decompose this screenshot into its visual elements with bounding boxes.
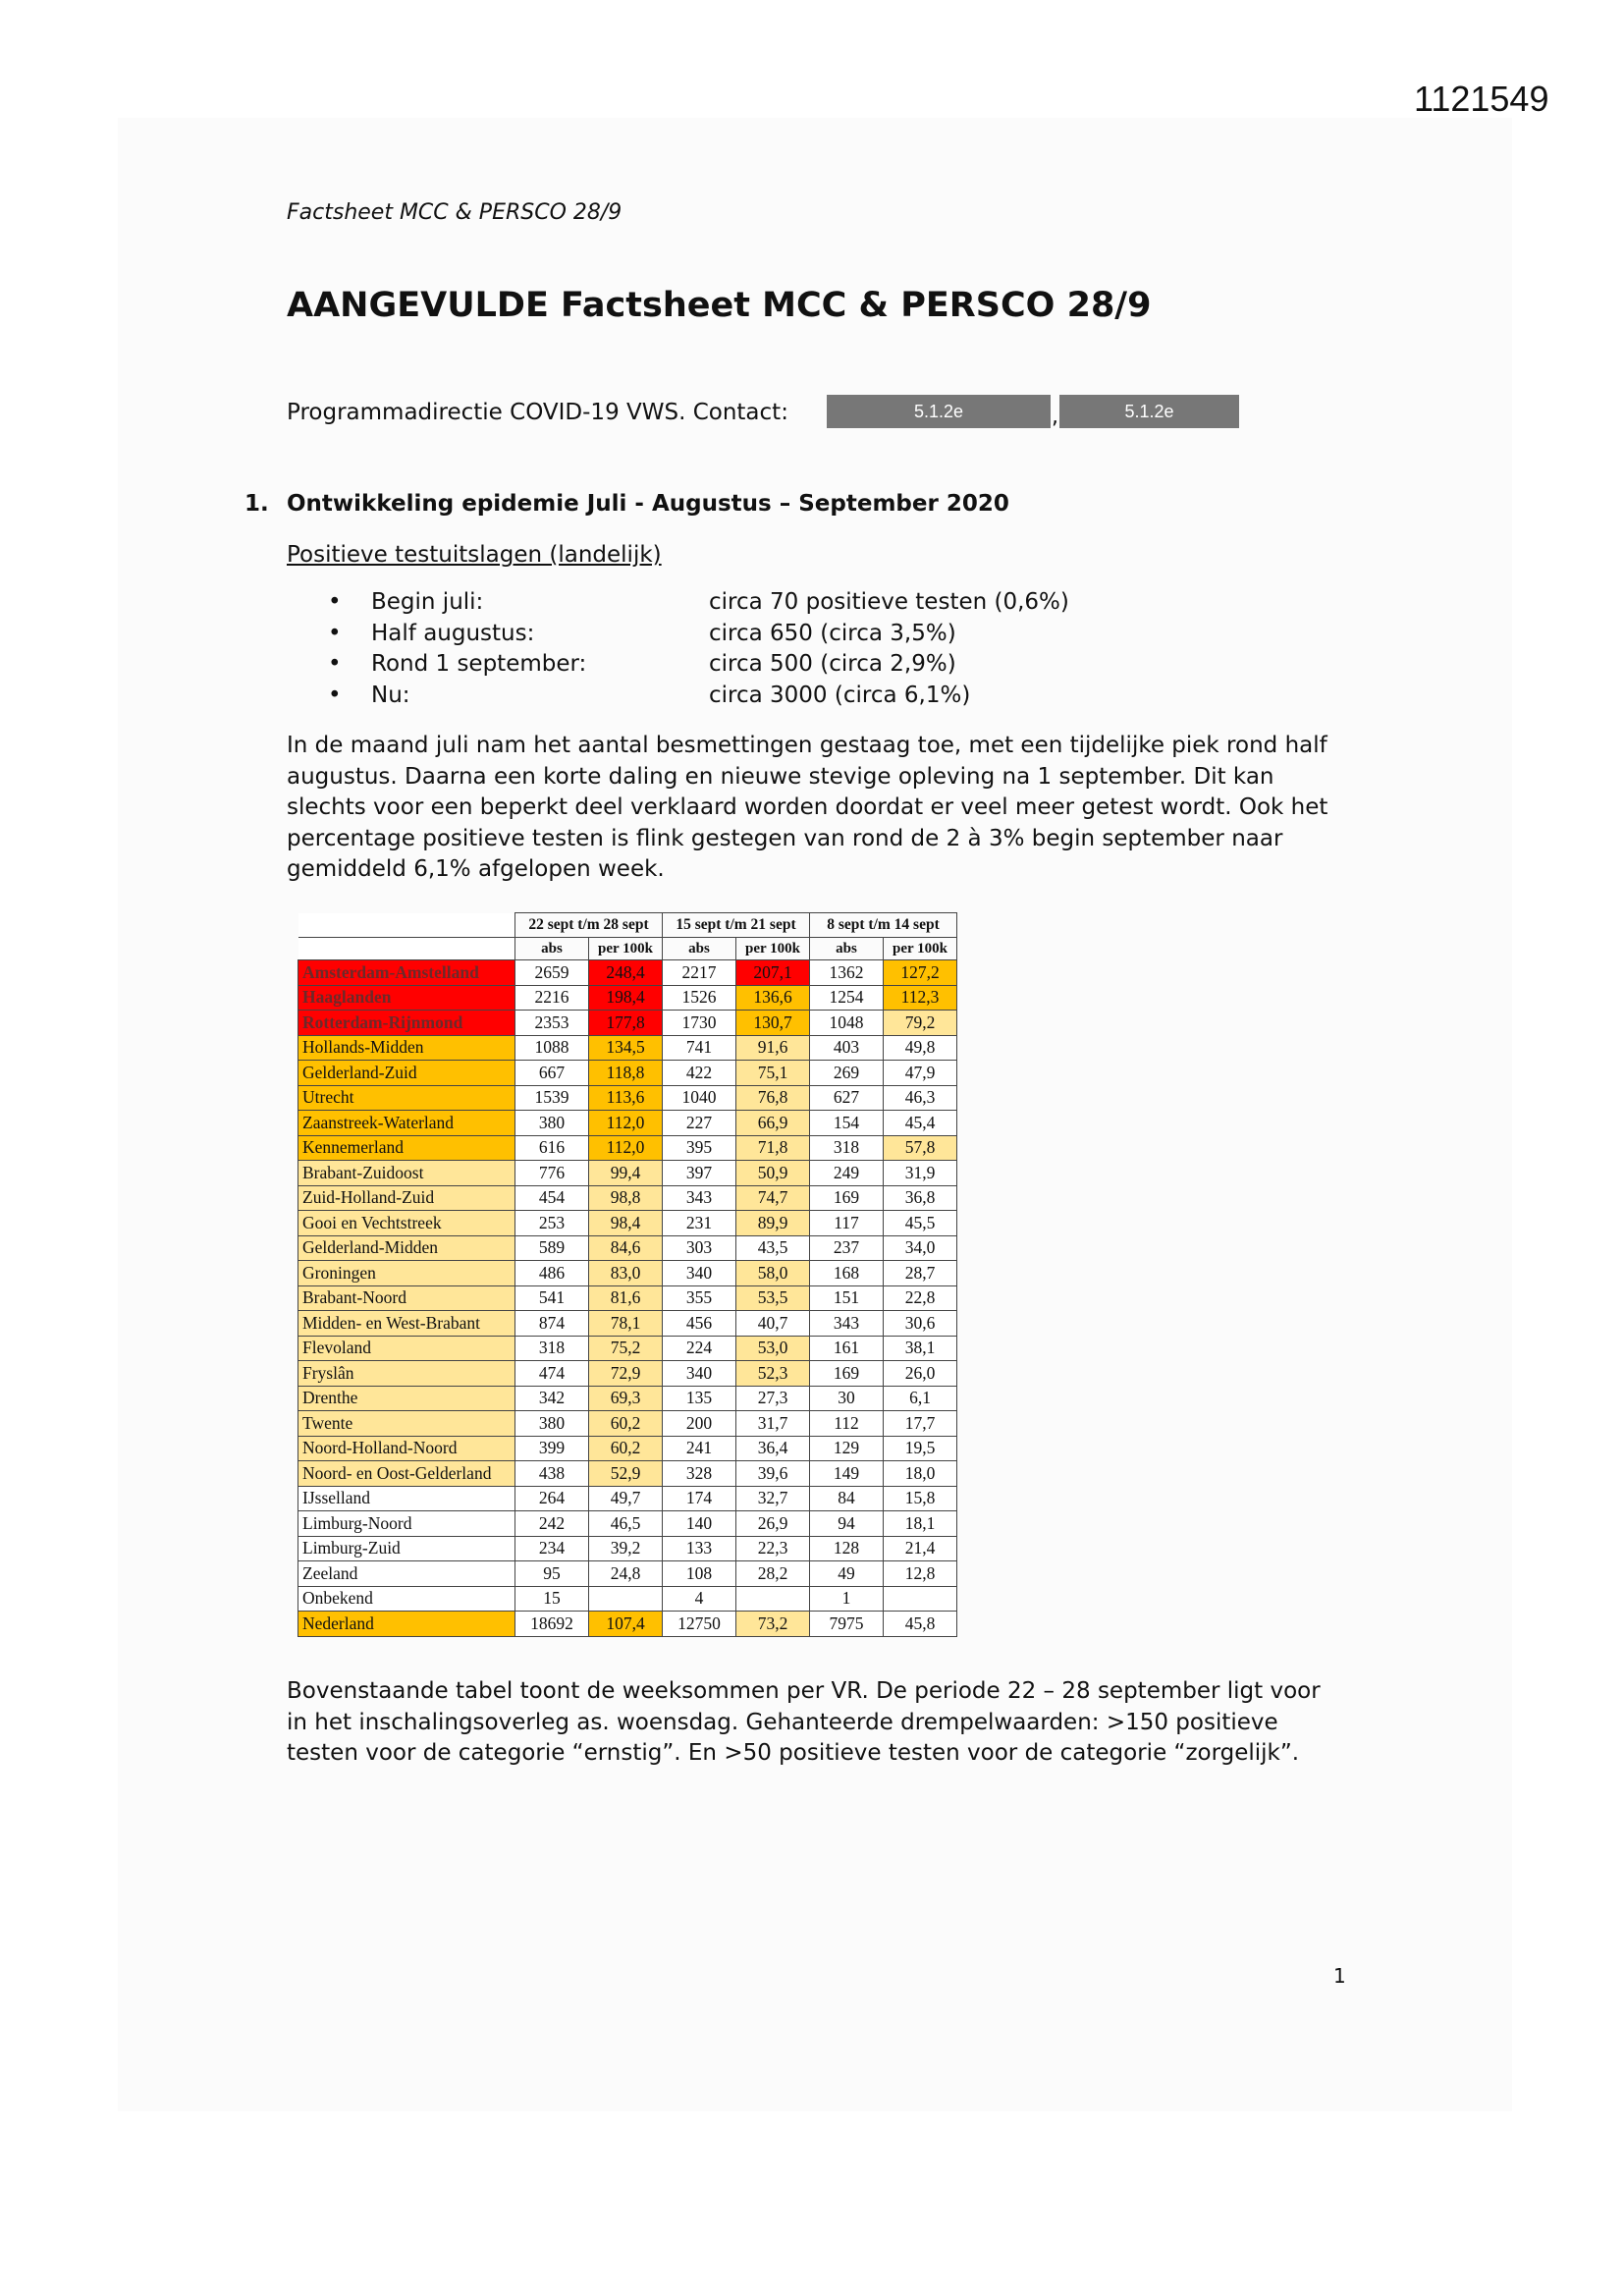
abs-cell: 589 bbox=[515, 1235, 589, 1261]
abs-cell: 227 bbox=[663, 1111, 736, 1136]
table-row bbox=[298, 1135, 957, 1161]
abs-cell: 395 bbox=[663, 1135, 736, 1161]
per100k-cell: 76,8 bbox=[736, 1085, 810, 1111]
per100k-cell: 248,4 bbox=[589, 960, 663, 986]
per100k-cell: 60,2 bbox=[589, 1436, 663, 1461]
per100k-cell: 45,5 bbox=[884, 1211, 957, 1236]
abs-cell: 342 bbox=[515, 1386, 589, 1411]
list-item bbox=[328, 621, 1113, 652]
bullet-label: Rond 1 september: bbox=[371, 651, 587, 677]
document-id: 1121549 bbox=[1414, 79, 1549, 119]
bullet-icon: • bbox=[328, 620, 342, 646]
abs-cell: 249 bbox=[810, 1161, 884, 1186]
table-row bbox=[298, 1436, 957, 1461]
abs-cell: 355 bbox=[663, 1285, 736, 1311]
abs-cell: 616 bbox=[515, 1135, 589, 1161]
abs-cell: 1048 bbox=[810, 1011, 884, 1036]
table-row bbox=[298, 1586, 957, 1612]
abs-cell: 403 bbox=[810, 1035, 884, 1061]
per100k-cell: 12,8 bbox=[884, 1561, 957, 1587]
per100k-cell: 27,3 bbox=[736, 1386, 810, 1411]
per100k-cell: 22,3 bbox=[736, 1536, 810, 1561]
region-name-cell: Limburg-Noord bbox=[298, 1511, 515, 1537]
per100k-cell: 134,5 bbox=[589, 1035, 663, 1061]
abs-cell: 168 bbox=[810, 1261, 884, 1286]
table-header-row bbox=[298, 913, 957, 938]
table-row bbox=[298, 1035, 957, 1061]
per100k-cell: 49,7 bbox=[589, 1486, 663, 1511]
abs-cell: 241 bbox=[663, 1436, 736, 1461]
abs-cell: 2216 bbox=[515, 985, 589, 1011]
per100k-cell: 83,0 bbox=[589, 1261, 663, 1286]
per100k-cell: 36,8 bbox=[884, 1185, 957, 1211]
table-row bbox=[298, 1536, 957, 1561]
abs-cell: 112 bbox=[810, 1411, 884, 1437]
region-name-cell: Utrecht bbox=[298, 1085, 515, 1111]
per100k-cell: 75,1 bbox=[736, 1061, 810, 1086]
bullet-value: circa 3000 (circa 6,1%) bbox=[709, 682, 971, 708]
abs-cell: 200 bbox=[663, 1411, 736, 1437]
per100k-cell: 78,1 bbox=[589, 1311, 663, 1337]
abs-cell: 318 bbox=[515, 1336, 589, 1361]
abs-cell: 438 bbox=[515, 1461, 589, 1487]
region-name-cell: Brabant-Noord bbox=[298, 1285, 515, 1311]
table-row bbox=[298, 1361, 957, 1387]
column-header-per100k: per 100k bbox=[736, 938, 810, 960]
per100k-cell: 6,1 bbox=[884, 1386, 957, 1411]
abs-cell: 15 bbox=[515, 1586, 589, 1612]
table-row bbox=[298, 1511, 957, 1537]
table-subheader-row bbox=[298, 938, 957, 960]
region-name-cell: Kennemerland bbox=[298, 1135, 515, 1161]
abs-cell: 94 bbox=[810, 1511, 884, 1537]
abs-cell: 108 bbox=[663, 1561, 736, 1587]
region-table bbox=[298, 912, 957, 1637]
per100k-cell: 71,8 bbox=[736, 1135, 810, 1161]
abs-cell: 12750 bbox=[663, 1612, 736, 1637]
table-row bbox=[298, 1161, 957, 1186]
per100k-cell: 198,4 bbox=[589, 985, 663, 1011]
per100k-cell: 28,2 bbox=[736, 1561, 810, 1587]
region-name-cell: Twente bbox=[298, 1411, 515, 1437]
per100k-cell: 74,7 bbox=[736, 1185, 810, 1211]
per100k-cell: 36,4 bbox=[736, 1436, 810, 1461]
per100k-cell: 130,7 bbox=[736, 1011, 810, 1036]
table-row bbox=[298, 1411, 957, 1437]
abs-cell: 95 bbox=[515, 1561, 589, 1587]
region-name-cell: Zuid-Holland-Zuid bbox=[298, 1185, 515, 1211]
per100k-cell: 72,9 bbox=[589, 1361, 663, 1387]
per100k-cell: 31,7 bbox=[736, 1411, 810, 1437]
redaction-box-1: 5.1.2e bbox=[827, 395, 1051, 428]
per100k-cell: 19,5 bbox=[884, 1436, 957, 1461]
redaction-box-2: 5.1.2e bbox=[1059, 395, 1239, 428]
bullet-icon: • bbox=[328, 651, 342, 677]
per100k-cell: 207,1 bbox=[736, 960, 810, 986]
period-header: 8 sept t/m 14 sept bbox=[810, 913, 957, 938]
abs-cell: 231 bbox=[663, 1211, 736, 1236]
table-row bbox=[298, 1211, 957, 1236]
region-name-cell: Noord- en Oost-Gelderland bbox=[298, 1461, 515, 1487]
subheading: Positieve testuitslagen (landelijk) bbox=[287, 542, 662, 568]
column-header-abs: abs bbox=[663, 938, 736, 960]
region-name-cell: Zeeland bbox=[298, 1561, 515, 1587]
abs-cell: 151 bbox=[810, 1285, 884, 1311]
per100k-cell: 46,5 bbox=[589, 1511, 663, 1537]
bullet-list bbox=[328, 589, 1113, 713]
column-header-per100k: per 100k bbox=[589, 938, 663, 960]
per100k-cell: 22,8 bbox=[884, 1285, 957, 1311]
per100k-cell: 34,0 bbox=[884, 1235, 957, 1261]
per100k-cell: 26,9 bbox=[736, 1511, 810, 1537]
table-row bbox=[298, 1111, 957, 1136]
abs-cell: 7975 bbox=[810, 1612, 884, 1637]
section-title: Ontwikkeling epidemie Juli - Augustus – September 2020 bbox=[287, 491, 1009, 517]
abs-cell: 149 bbox=[810, 1461, 884, 1487]
per100k-cell: 177,8 bbox=[589, 1011, 663, 1036]
abs-cell: 328 bbox=[663, 1461, 736, 1487]
per100k-cell: 39,2 bbox=[589, 1536, 663, 1561]
abs-cell: 2353 bbox=[515, 1011, 589, 1036]
bullet-value: circa 650 (circa 3,5%) bbox=[709, 620, 956, 646]
table-row bbox=[298, 1461, 957, 1487]
list-item bbox=[328, 589, 1113, 621]
page-number: 1 bbox=[1333, 1964, 1346, 1988]
abs-cell: 1040 bbox=[663, 1085, 736, 1111]
per100k-cell bbox=[884, 1586, 957, 1612]
per100k-cell: 18,1 bbox=[884, 1511, 957, 1537]
abs-cell: 456 bbox=[663, 1311, 736, 1337]
abs-cell: 380 bbox=[515, 1111, 589, 1136]
region-name-cell: Gooi en Vechtstreek bbox=[298, 1211, 515, 1236]
per100k-cell: 127,2 bbox=[884, 960, 957, 986]
abs-cell: 318 bbox=[810, 1135, 884, 1161]
per100k-cell: 53,0 bbox=[736, 1336, 810, 1361]
table-body bbox=[298, 960, 957, 1637]
per100k-cell: 57,8 bbox=[884, 1135, 957, 1161]
table-row bbox=[298, 1261, 957, 1286]
abs-cell: 1088 bbox=[515, 1035, 589, 1061]
abs-cell: 224 bbox=[663, 1336, 736, 1361]
table-row bbox=[298, 1085, 957, 1111]
abs-cell: 340 bbox=[663, 1261, 736, 1286]
body-paragraph-2: Bovenstaande tabel toont de weeksommen per VR. De periode 22 – 28 september ligt voor in het inschalingsoverleg as. woensdag. Gehanteerde drempelwaarden: >150 positieve testen voor de categorie “ernstig”. En >50 positieve testen voor de categorie “zorgelijk”. bbox=[287, 1678, 1321, 1766]
per100k-cell: 112,0 bbox=[589, 1135, 663, 1161]
per100k-cell: 73,2 bbox=[736, 1612, 810, 1637]
per100k-cell bbox=[589, 1586, 663, 1612]
per100k-cell: 52,9 bbox=[589, 1461, 663, 1487]
abs-cell: 264 bbox=[515, 1486, 589, 1511]
abs-cell: 776 bbox=[515, 1161, 589, 1186]
table-row bbox=[298, 1311, 957, 1337]
per100k-cell: 81,6 bbox=[589, 1285, 663, 1311]
table-row bbox=[298, 1561, 957, 1587]
region-name-cell: Gelderland-Midden bbox=[298, 1235, 515, 1261]
abs-cell: 1730 bbox=[663, 1011, 736, 1036]
region-name-cell: Brabant-Zuidoost bbox=[298, 1161, 515, 1186]
region-name-cell: Zaanstreek-Waterland bbox=[298, 1111, 515, 1136]
abs-cell: 422 bbox=[663, 1061, 736, 1086]
per100k-cell: 49,8 bbox=[884, 1035, 957, 1061]
per100k-cell: 113,6 bbox=[589, 1085, 663, 1111]
per100k-cell: 107,4 bbox=[589, 1612, 663, 1637]
page-title: AANGEVULDE Factsheet MCC & PERSCO 28/9 bbox=[287, 286, 1152, 325]
per100k-cell: 43,5 bbox=[736, 1235, 810, 1261]
region-name-cell: IJsselland bbox=[298, 1486, 515, 1511]
per100k-cell: 66,9 bbox=[736, 1111, 810, 1136]
per100k-cell: 30,6 bbox=[884, 1311, 957, 1337]
abs-cell: 49 bbox=[810, 1561, 884, 1587]
region-name-cell: Amsterdam-Amstelland bbox=[298, 960, 515, 986]
abs-cell: 4 bbox=[663, 1586, 736, 1612]
region-name-cell: Haaglanden bbox=[298, 985, 515, 1011]
per100k-cell: 31,9 bbox=[884, 1161, 957, 1186]
abs-cell: 1 bbox=[810, 1586, 884, 1612]
bullet-value: circa 500 (circa 2,9%) bbox=[709, 651, 956, 677]
bullet-value: circa 70 positieve testen (0,6%) bbox=[709, 589, 1069, 615]
abs-cell: 135 bbox=[663, 1386, 736, 1411]
running-header: Factsheet MCC & PERSCO 28/9 bbox=[287, 200, 623, 225]
abs-cell: 2659 bbox=[515, 960, 589, 986]
abs-cell: 399 bbox=[515, 1436, 589, 1461]
per100k-cell: 58,0 bbox=[736, 1261, 810, 1286]
abs-cell: 667 bbox=[515, 1061, 589, 1086]
per100k-cell: 32,7 bbox=[736, 1486, 810, 1511]
abs-cell: 741 bbox=[663, 1035, 736, 1061]
abs-cell: 1539 bbox=[515, 1085, 589, 1111]
table-corner bbox=[298, 913, 515, 938]
bullet-label: Nu: bbox=[371, 682, 410, 708]
body-paragraph-1: In de maand juli nam het aantal besmettingen gestaag toe, met een tijdelijke piek rond half augustus. Daarna een korte daling en nieuwe stevige opleving na 1 september. Dit kan slechts voor een beperkt deel verklaard worden doordat er veel meer getest wordt. Ook het percentage positieve testen is flink gestegen van rond de 2 à 3% begin september naar gemiddeld 6,1% afgelopen week. bbox=[287, 733, 1328, 882]
abs-cell: 237 bbox=[810, 1235, 884, 1261]
abs-cell: 541 bbox=[515, 1285, 589, 1311]
per100k-cell: 99,4 bbox=[589, 1161, 663, 1186]
abs-cell: 1362 bbox=[810, 960, 884, 986]
per100k-cell: 136,6 bbox=[736, 985, 810, 1011]
per100k-cell: 84,6 bbox=[589, 1235, 663, 1261]
region-name-cell: Groningen bbox=[298, 1261, 515, 1286]
abs-cell: 269 bbox=[810, 1061, 884, 1086]
abs-cell: 174 bbox=[663, 1486, 736, 1511]
abs-cell: 380 bbox=[515, 1411, 589, 1437]
per100k-cell: 98,8 bbox=[589, 1185, 663, 1211]
abs-cell: 84 bbox=[810, 1486, 884, 1511]
region-name-cell: Limburg-Zuid bbox=[298, 1536, 515, 1561]
per100k-cell: 45,8 bbox=[884, 1612, 957, 1637]
per100k-cell: 52,3 bbox=[736, 1361, 810, 1387]
per100k-cell: 40,7 bbox=[736, 1311, 810, 1337]
table-row bbox=[298, 1235, 957, 1261]
abs-cell: 18692 bbox=[515, 1612, 589, 1637]
table-row bbox=[298, 1386, 957, 1411]
period-header: 15 sept t/m 21 sept bbox=[663, 913, 810, 938]
column-header-per100k: per 100k bbox=[884, 938, 957, 960]
per100k-cell: 75,2 bbox=[589, 1336, 663, 1361]
bullet-icon: • bbox=[328, 589, 342, 615]
per100k-cell: 79,2 bbox=[884, 1011, 957, 1036]
column-header-abs: abs bbox=[515, 938, 589, 960]
region-name-cell: Noord-Holland-Noord bbox=[298, 1436, 515, 1461]
region-name-cell: Gelderland-Zuid bbox=[298, 1061, 515, 1086]
per100k-cell: 118,8 bbox=[589, 1061, 663, 1086]
bullet-label: Half augustus: bbox=[371, 620, 535, 646]
per100k-cell: 112,0 bbox=[589, 1111, 663, 1136]
region-name-cell: Nederland bbox=[298, 1612, 515, 1637]
abs-cell: 133 bbox=[663, 1536, 736, 1561]
region-name-cell: Midden- en West-Brabant bbox=[298, 1311, 515, 1337]
abs-cell: 1526 bbox=[663, 985, 736, 1011]
per100k-cell: 60,2 bbox=[589, 1411, 663, 1437]
abs-cell: 474 bbox=[515, 1361, 589, 1387]
table-row bbox=[298, 1486, 957, 1511]
per100k-cell: 21,4 bbox=[884, 1536, 957, 1561]
per100k-cell: 45,4 bbox=[884, 1111, 957, 1136]
table-row bbox=[298, 1061, 957, 1086]
abs-cell: 486 bbox=[515, 1261, 589, 1286]
abs-cell: 2217 bbox=[663, 960, 736, 986]
per100k-cell: 50,9 bbox=[736, 1161, 810, 1186]
abs-cell: 154 bbox=[810, 1111, 884, 1136]
bullet-icon: • bbox=[328, 682, 342, 708]
per100k-cell: 46,3 bbox=[884, 1085, 957, 1111]
abs-cell: 30 bbox=[810, 1386, 884, 1411]
region-name-cell: Hollands-Midden bbox=[298, 1035, 515, 1061]
abs-cell: 242 bbox=[515, 1511, 589, 1537]
list-item bbox=[328, 651, 1113, 683]
per100k-cell: 112,3 bbox=[884, 985, 957, 1011]
per100k-cell: 24,8 bbox=[589, 1561, 663, 1587]
abs-cell: 169 bbox=[810, 1361, 884, 1387]
abs-cell: 161 bbox=[810, 1336, 884, 1361]
region-name-cell: Flevoland bbox=[298, 1336, 515, 1361]
contact-line: Programmadirectie COVID-19 VWS. Contact: bbox=[287, 400, 788, 425]
per100k-cell: 53,5 bbox=[736, 1285, 810, 1311]
abs-cell: 343 bbox=[810, 1311, 884, 1337]
per100k-cell: 26,0 bbox=[884, 1361, 957, 1387]
abs-cell: 627 bbox=[810, 1085, 884, 1111]
table-row bbox=[298, 1285, 957, 1311]
abs-cell: 874 bbox=[515, 1311, 589, 1337]
per100k-cell: 38,1 bbox=[884, 1336, 957, 1361]
region-name-cell: Fryslân bbox=[298, 1361, 515, 1387]
per100k-cell: 47,9 bbox=[884, 1061, 957, 1086]
contact-separator: , bbox=[1052, 405, 1058, 429]
abs-cell: 253 bbox=[515, 1211, 589, 1236]
column-header-abs: abs bbox=[810, 938, 884, 960]
abs-cell: 343 bbox=[663, 1185, 736, 1211]
abs-cell: 140 bbox=[663, 1511, 736, 1537]
per100k-cell: 69,3 bbox=[589, 1386, 663, 1411]
per100k-cell: 39,6 bbox=[736, 1461, 810, 1487]
table-row bbox=[298, 1336, 957, 1361]
abs-cell: 129 bbox=[810, 1436, 884, 1461]
table-row bbox=[298, 960, 957, 986]
region-name-cell: Drenthe bbox=[298, 1386, 515, 1411]
table-row bbox=[298, 1185, 957, 1211]
abs-cell: 303 bbox=[663, 1235, 736, 1261]
per100k-cell: 89,9 bbox=[736, 1211, 810, 1236]
abs-cell: 117 bbox=[810, 1211, 884, 1236]
table-row bbox=[298, 985, 957, 1011]
table-corner bbox=[298, 938, 515, 960]
per100k-cell: 91,6 bbox=[736, 1035, 810, 1061]
abs-cell: 340 bbox=[663, 1361, 736, 1387]
bullet-label: Begin juli: bbox=[371, 589, 484, 615]
table-row bbox=[298, 1011, 957, 1036]
per100k-cell: 18,0 bbox=[884, 1461, 957, 1487]
abs-cell: 1254 bbox=[810, 985, 884, 1011]
region-name-cell: Onbekend bbox=[298, 1586, 515, 1612]
abs-cell: 169 bbox=[810, 1185, 884, 1211]
list-item bbox=[328, 683, 1113, 714]
abs-cell: 128 bbox=[810, 1536, 884, 1561]
abs-cell: 234 bbox=[515, 1536, 589, 1561]
table-row bbox=[298, 1612, 957, 1637]
per100k-cell: 28,7 bbox=[884, 1261, 957, 1286]
per100k-cell: 98,4 bbox=[589, 1211, 663, 1236]
per100k-cell: 17,7 bbox=[884, 1411, 957, 1437]
abs-cell: 454 bbox=[515, 1185, 589, 1211]
section-number: 1. bbox=[244, 491, 269, 517]
per100k-cell: 15,8 bbox=[884, 1486, 957, 1511]
period-header: 22 sept t/m 28 sept bbox=[515, 913, 663, 938]
per100k-cell bbox=[736, 1586, 810, 1612]
abs-cell: 397 bbox=[663, 1161, 736, 1186]
region-name-cell: Rotterdam-Rijnmond bbox=[298, 1011, 515, 1036]
